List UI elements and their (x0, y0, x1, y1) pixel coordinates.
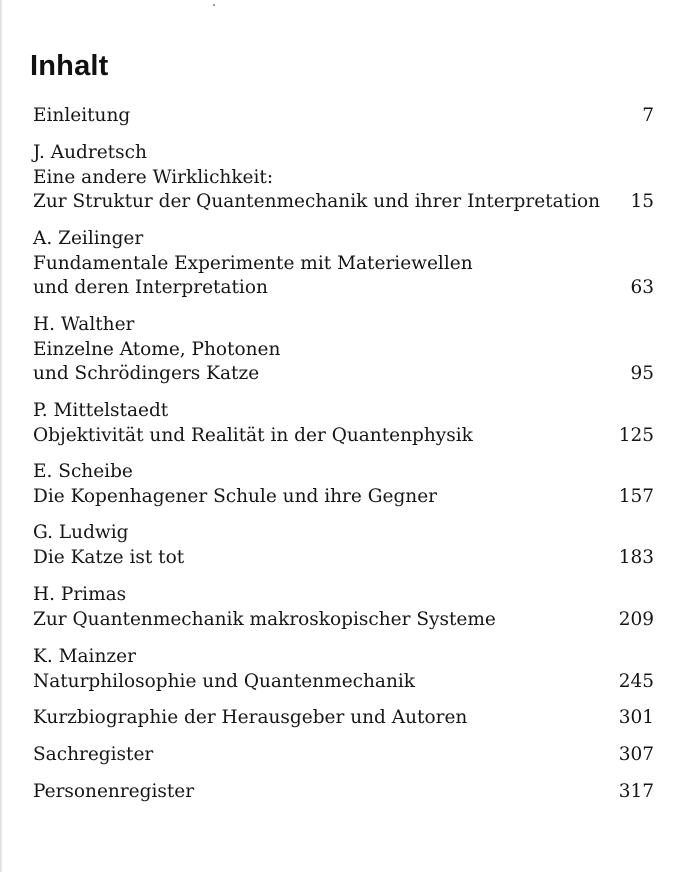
toc-entry-title: Kurzbiographie der Herausgeber und Autoren (33, 707, 468, 728)
toc-entry-title: und Schrödingers Katze (33, 363, 260, 384)
toc-entry-sachregister (33, 743, 654, 768)
toc-line (33, 424, 654, 449)
toc-page-number: 125 (618, 424, 654, 446)
toc-line (33, 780, 654, 805)
toc-line (33, 338, 654, 363)
toc-entry-title: Objektivität und Realität in der Quantenphysik (33, 424, 473, 446)
scan-speck (213, 4, 215, 6)
toc-author: H. Walther (33, 314, 135, 335)
toc-entry-title: Naturphilosophie und Quantenmechanik (33, 670, 415, 692)
toc-line (33, 104, 654, 129)
toc-entry-title: Zur Quantenmechanik makroskopischer Systeme (33, 608, 496, 630)
toc-page-number: 95 (630, 363, 654, 384)
toc-entry-personenregister (33, 780, 654, 805)
toc-page-number: 245 (618, 670, 654, 692)
toc-entry-title: Einleitung (33, 105, 131, 126)
toc-page-number: 157 (618, 485, 654, 507)
toc-page-number: 183 (618, 546, 654, 568)
page-title: Inhalt (30, 50, 109, 82)
toc-entry-zeilinger (33, 227, 654, 301)
toc-line (33, 546, 654, 571)
toc-entry-title: und deren Interpretation (33, 277, 268, 298)
toc-author: H. Primas (33, 584, 127, 605)
toc-author: E. Scheibe (33, 461, 133, 482)
toc-line (33, 485, 654, 510)
toc-entry-scheibe (33, 460, 654, 509)
toc-line (33, 166, 654, 191)
toc-line (33, 743, 654, 768)
toc-entry-title: Einzelne Atome, Photonen (33, 338, 281, 360)
toc-author: A. Zeilinger (33, 228, 144, 249)
toc-entry-title: Eine andere Wirklichkeit: (33, 166, 274, 188)
toc-page-number: 63 (630, 277, 654, 298)
toc-page-number: 15 (630, 191, 654, 212)
toc-entry-title: Fundamentale Experimente mit Materiewellen (33, 252, 473, 274)
toc-entry-mainzer (33, 645, 654, 694)
toc-entry-audretsch (33, 141, 654, 215)
toc-entry-walther (33, 313, 654, 387)
toc-page-number: 7 (642, 105, 654, 126)
scan-edge-shadow (0, 0, 3, 872)
toc-page-number: 209 (618, 608, 654, 630)
toc-entry-title: Die Katze ist tot (33, 546, 185, 568)
toc-line (33, 608, 654, 633)
toc-author: J. Audretsch (33, 142, 147, 163)
toc-entry-primas (33, 583, 654, 632)
toc-entry-kurzbiographie (33, 706, 654, 731)
toc-line (33, 706, 654, 731)
toc-entry-title: Zur Struktur der Quantenmechanik und ihrer Interpretation (33, 191, 601, 212)
toc-line (33, 362, 654, 387)
toc-entry-ludwig (33, 521, 654, 570)
toc-page-number: 317 (618, 781, 654, 802)
toc-entry-title: Personenregister (33, 781, 195, 802)
toc-line (33, 670, 654, 695)
toc-page-number: 301 (618, 707, 654, 728)
toc-entry-einleitung (33, 104, 654, 129)
toc-line (33, 252, 654, 277)
toc-author: P. Mittelstaedt (33, 400, 169, 421)
toc-line (33, 276, 654, 301)
toc-entry-title: Sachregister (33, 744, 154, 765)
toc-author: K. Mainzer (33, 646, 136, 667)
toc-entry-title: Die Kopenhagener Schule und ihre Gegner (33, 485, 438, 507)
toc-author: G. Ludwig (33, 522, 129, 543)
toc-line (33, 190, 654, 215)
toc-entry-mittelstaedt (33, 399, 654, 448)
toc-page-number: 307 (618, 744, 654, 765)
